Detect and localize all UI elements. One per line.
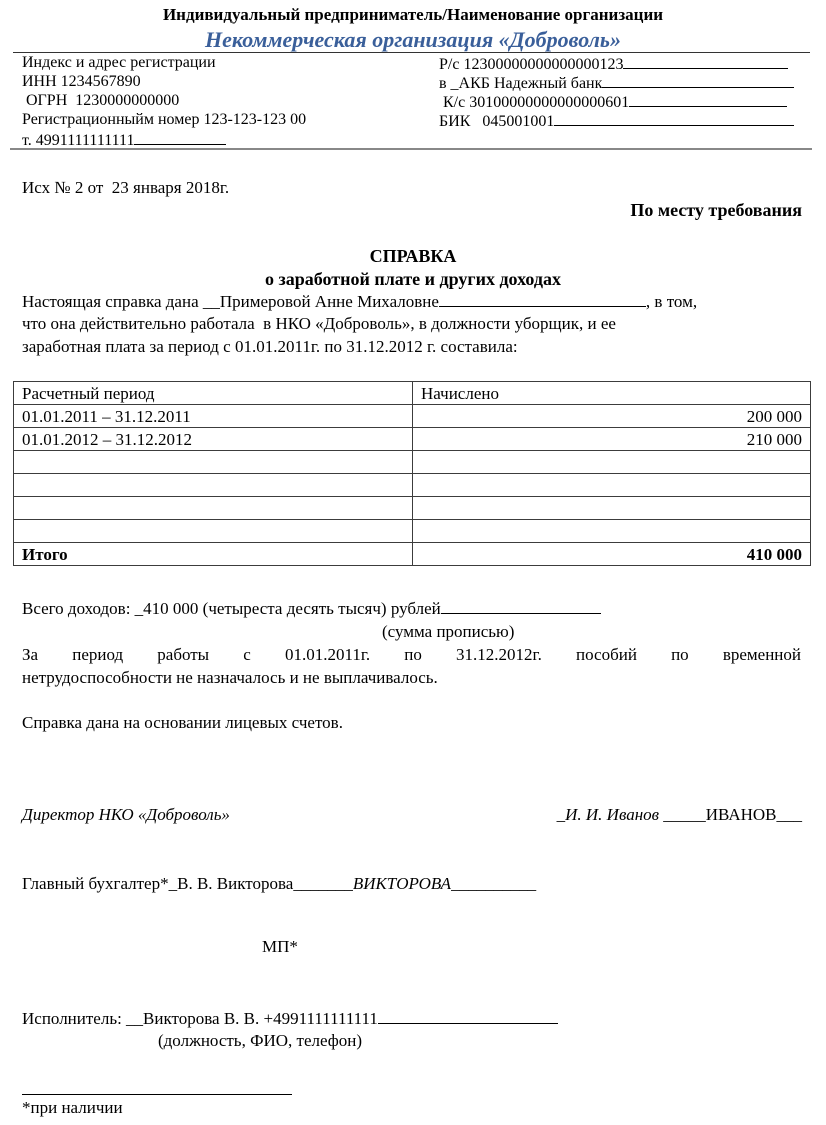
table-total-row [14,543,811,566]
stamp-place: МП* [262,937,298,956]
header-bik-text: БИК 045001001 [439,113,555,130]
benefits-line-2: нетрудоспособности не назначалось и не выплачивалось. [22,668,438,687]
header-bottom-rule [10,148,812,150]
period-cell [14,451,413,474]
accountant-label: Главный бухгалтер*_В. В. Викторова [22,874,294,893]
sum-in-words-caption: (сумма прописью) [382,622,515,641]
table-row [14,520,811,543]
total-income-line [22,598,601,619]
header-address: Индекс и адрес регистрации [22,54,216,71]
blank-line [134,129,226,145]
header-inn: ИНН 1234567890 [22,73,141,90]
blank-line [378,1008,558,1024]
document-title: СПРАВКА [369,246,457,266]
director-title: Директор НКО «Доброволь» [22,805,230,824]
outgoing-number: Исх № 2 от 23 января 2018г. [22,178,230,197]
header-phone [22,129,226,150]
accountant-suffix: __________ [451,874,537,893]
amount-cell: 200 000 [413,405,811,428]
intro-line-1 [22,291,697,312]
org-name-heading: Некоммерческая организация «Доброволь» [205,27,621,52]
accountant-signature: ВИКТОРОВА [352,874,452,893]
period-cell [14,474,413,497]
executor-text: Исполнитель: __Викторова В. В. +4991111111111 [22,1009,378,1028]
period-cell [14,520,413,543]
intro-line-2: что она действительно работала в НКО «Доброволь», в должности уборщик, и ее [22,314,616,333]
header-corr-account [439,91,787,112]
blank-line [439,291,646,307]
header-account-text: Р/с 12300000000000000123 [439,56,624,73]
header-corr-account-text: К/с 30100000000000000601 [439,94,630,111]
amount-cell [413,474,811,497]
basis-statement: Справка дана на основании лицевых счетов. [22,713,343,732]
column-header-accrued: Начислено [413,382,811,405]
amount-cell: 210 000 [413,428,811,451]
header-bank-text: в _АКБ Надежный банк [439,75,603,92]
period-cell: 01.01.2011 – 31.12.2011 [14,405,413,428]
table-row [14,497,811,520]
income-table [13,381,811,566]
total-value: 410 000 [413,543,811,566]
amount-cell [413,497,811,520]
table-row [14,474,811,497]
document-subtitle: о заработной плате и других доходах [264,269,562,289]
period-cell [14,497,413,520]
footnote-rule [22,1094,292,1095]
director-sign-suffix: ___ [776,805,802,824]
director-sign-prefix: _____ [659,805,706,824]
table-row [14,428,811,451]
org-type-heading: Индивидуальный предприниматель/Наименование организации [162,5,664,24]
period-cell: 01.01.2012 – 31.12.2012 [14,428,413,451]
amount-cell [413,451,811,474]
addressee: По месту требования [630,200,802,220]
executor-line [22,1008,558,1029]
header-ogrn: ОГРН 1230000000000 [22,92,180,109]
executor-caption: (должность, ФИО, телефон) [158,1031,363,1050]
blank-line [441,598,601,614]
accountant-signature-line [22,874,536,894]
director-signature-line [557,805,802,825]
recipient-text: Настоящая справка дана __Примеровой Анне Михаловне [22,292,439,311]
blank-line [629,91,787,107]
director-signature: ИВАНОВ [705,805,777,824]
total-income-text: Всего доходов: _410 000 (четыреста десять тысяч) рублей [22,599,441,618]
header-phone-text: т. 4991111111111 [22,132,135,149]
column-header-period: Расчетный период [14,382,413,405]
table-header-row [14,382,811,405]
blank-line [623,53,788,69]
director-name: _И. И. Иванов [556,805,660,824]
amount-cell [413,520,811,543]
benefits-line-1: За период работы с 01.01.2011г. по 31.12.2012г. пособий по временной [22,645,801,664]
intro-line-3: заработная плата за период с 01.01.2011г. по 31.12.2012 г. составила: [22,337,518,356]
total-label: Итого [14,543,413,566]
table-row [14,405,811,428]
table-row [14,451,811,474]
blank-line [554,110,794,126]
header-account [439,53,788,74]
header-reg-number: Регистрационныйм номер 123-123-123 00 [22,111,307,128]
accountant-gap: _______ [293,874,353,893]
header-bik [439,110,794,131]
intro-line-1-end: , в том, [645,292,698,311]
footnote-text: *при наличии [22,1098,123,1117]
header-bank [439,72,794,93]
blank-line [602,72,794,88]
